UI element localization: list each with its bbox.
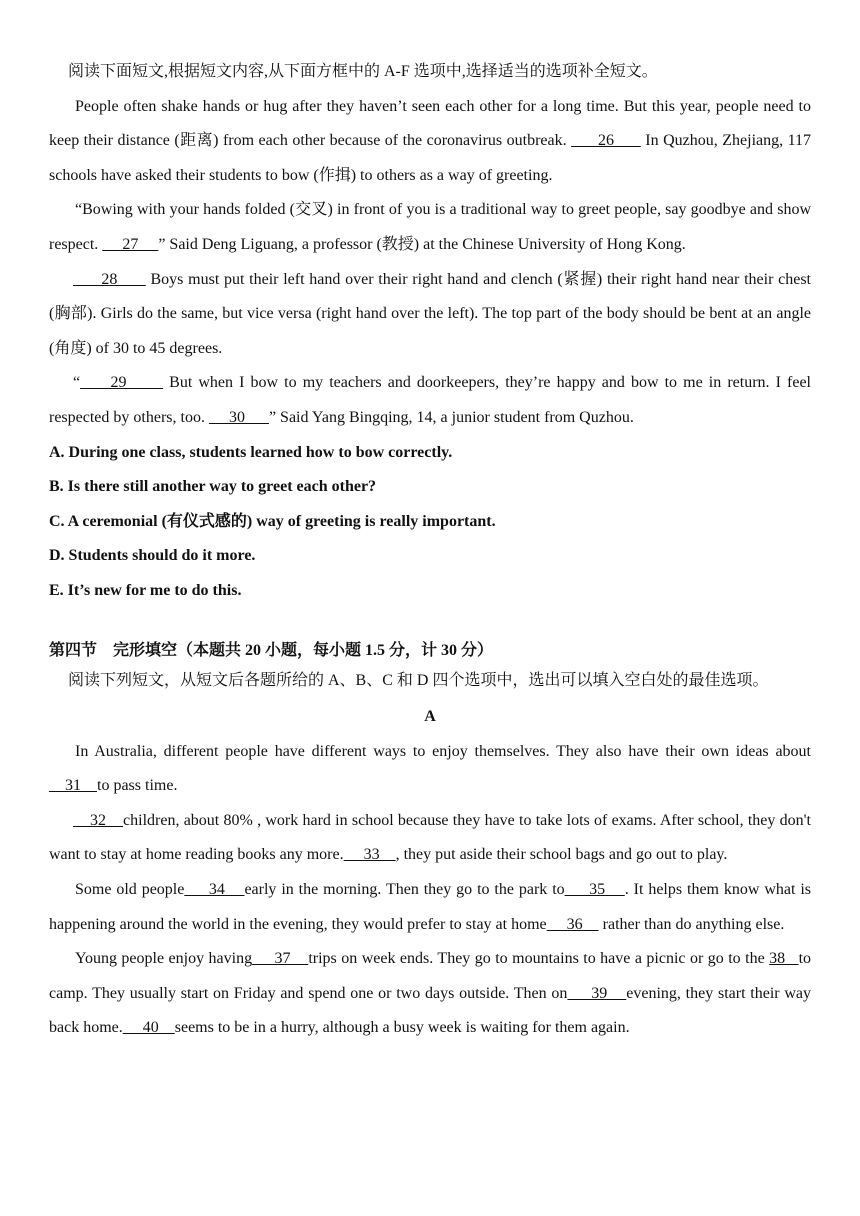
text: But when I bow to my teachers and doorkeepers, they’re happy and bow to me in return. I feel respected by others, too. xyxy=(49,374,812,426)
option-b: B. Is there still another way to greet each other? xyxy=(49,478,377,496)
passageA-paragraph-1 xyxy=(49,735,811,804)
passageA-paragraph-4 xyxy=(49,942,811,1046)
blank-35: 35 xyxy=(564,881,625,899)
text: People often shake hands or hug after they haven’t seen each other for a long time. But this year, people need to keep their distance (距离) from each other because of the coronavirus outbreak. xyxy=(49,97,811,150)
passageA-paragraph-2 xyxy=(49,804,811,873)
text: seems to be in a hurry, although a busy week is waiting for them again. xyxy=(174,1019,630,1037)
text: Young people enjoy having xyxy=(75,950,253,968)
section-spacer xyxy=(49,609,811,634)
text: children, about 80% , work hard in school because they have to take lots of exams. After school, they don't want to stay at home reading books any more. xyxy=(49,811,811,864)
blank-31: 31 xyxy=(49,777,97,795)
text: “ xyxy=(73,374,81,392)
cloze-instruction xyxy=(49,668,811,694)
blank-40: 40 xyxy=(122,1019,175,1037)
document-page xyxy=(49,55,811,1046)
blank-26: 26 xyxy=(571,132,641,150)
option-c: C. A ceremonial (有仪式感的) way of greeting is really important. xyxy=(49,512,496,530)
text: “Bowing with your hands folded (交叉) in front of you is a traditional way to greet people, say goodbye and show respect. xyxy=(49,201,811,253)
text: ” Said Yang Bingqing, 14, a junior student from Quzhou. xyxy=(268,408,634,426)
passageA-paragraph-3 xyxy=(49,873,811,942)
option-d: D. Students should do it more. xyxy=(49,547,256,565)
cloze-instruction-text: 阅读下列短文，从短文后各题所给的 A、B、C 和 D 四个选项中，选出可以填入空白处的最佳选项。 xyxy=(68,672,769,690)
passage1-paragraph-3 xyxy=(49,263,811,367)
passage1-paragraph-2 xyxy=(49,193,811,262)
passage1-paragraph-1 xyxy=(49,90,811,194)
blank-28: 28 xyxy=(73,270,146,288)
option-e: E. It’s new for me to do this. xyxy=(49,581,242,599)
text: evening, they start their way back home. xyxy=(49,984,812,1037)
blank-33: 33 xyxy=(343,846,396,864)
passage1-paragraph-4 xyxy=(49,366,811,435)
text: to camp. They usually start on Friday and spend one or two days outside. Then on xyxy=(49,950,812,1002)
text: In Australia, different people have different ways to enjoy themselves. They also have their own ideas about xyxy=(75,742,811,760)
passage-title: A xyxy=(424,708,436,726)
text: . It helps them know what is happening around the world in the evening, they would prefer to stay at home xyxy=(49,881,812,933)
option-a: A. During one class, students learned how to bow correctly. xyxy=(49,443,453,461)
blank-27: 27 xyxy=(102,235,159,253)
section-heading: 第四节 完形填空（本题共 20 小题，每小题 1.5 分，计 30 分） xyxy=(49,641,494,659)
text: to pass time. xyxy=(97,777,178,795)
blank-30: 30 xyxy=(208,408,269,426)
blank-38: 38 xyxy=(769,950,799,968)
text: , they put aside their school bags and go out to play. xyxy=(395,846,728,864)
blank-37: 37 xyxy=(252,950,309,968)
blank-34: 34 xyxy=(184,881,245,899)
text: trips on week ends. They go to mountains to have a picnic or go to the xyxy=(308,950,770,968)
text: Some old people xyxy=(75,881,185,899)
blank-32: 32 xyxy=(73,811,124,829)
text: ” Said Deng Liguang, a professor (教授) at the Chinese University of Hong Kong. xyxy=(158,235,686,253)
blank-29: 29 xyxy=(80,374,164,392)
text: Boys must put their left hand over their right hand and clench (紧握) their right hand near their chest (胸部). Girls do the same, but vice versa (right hand over the left). The top part of the body should be bent at an angle (角度) of 30 to 45 degrees. xyxy=(49,270,812,357)
text: In Quzhou, Zhejiang, 117 schools have asked their students to bow (作揖) to others as a way of greeting. xyxy=(49,132,811,184)
text: early in the morning. Then they go to the park to xyxy=(244,881,565,899)
text: rather than do anything else. xyxy=(598,915,785,933)
reading-instruction xyxy=(49,55,811,90)
blank-36: 36 xyxy=(546,915,599,933)
reading-instruction-text: 阅读下面短文,根据短文内容,从下面方框中的 A-F 选项中,选择适当的选项补全短文。 xyxy=(68,63,658,80)
blank-39: 39 xyxy=(567,984,627,1002)
